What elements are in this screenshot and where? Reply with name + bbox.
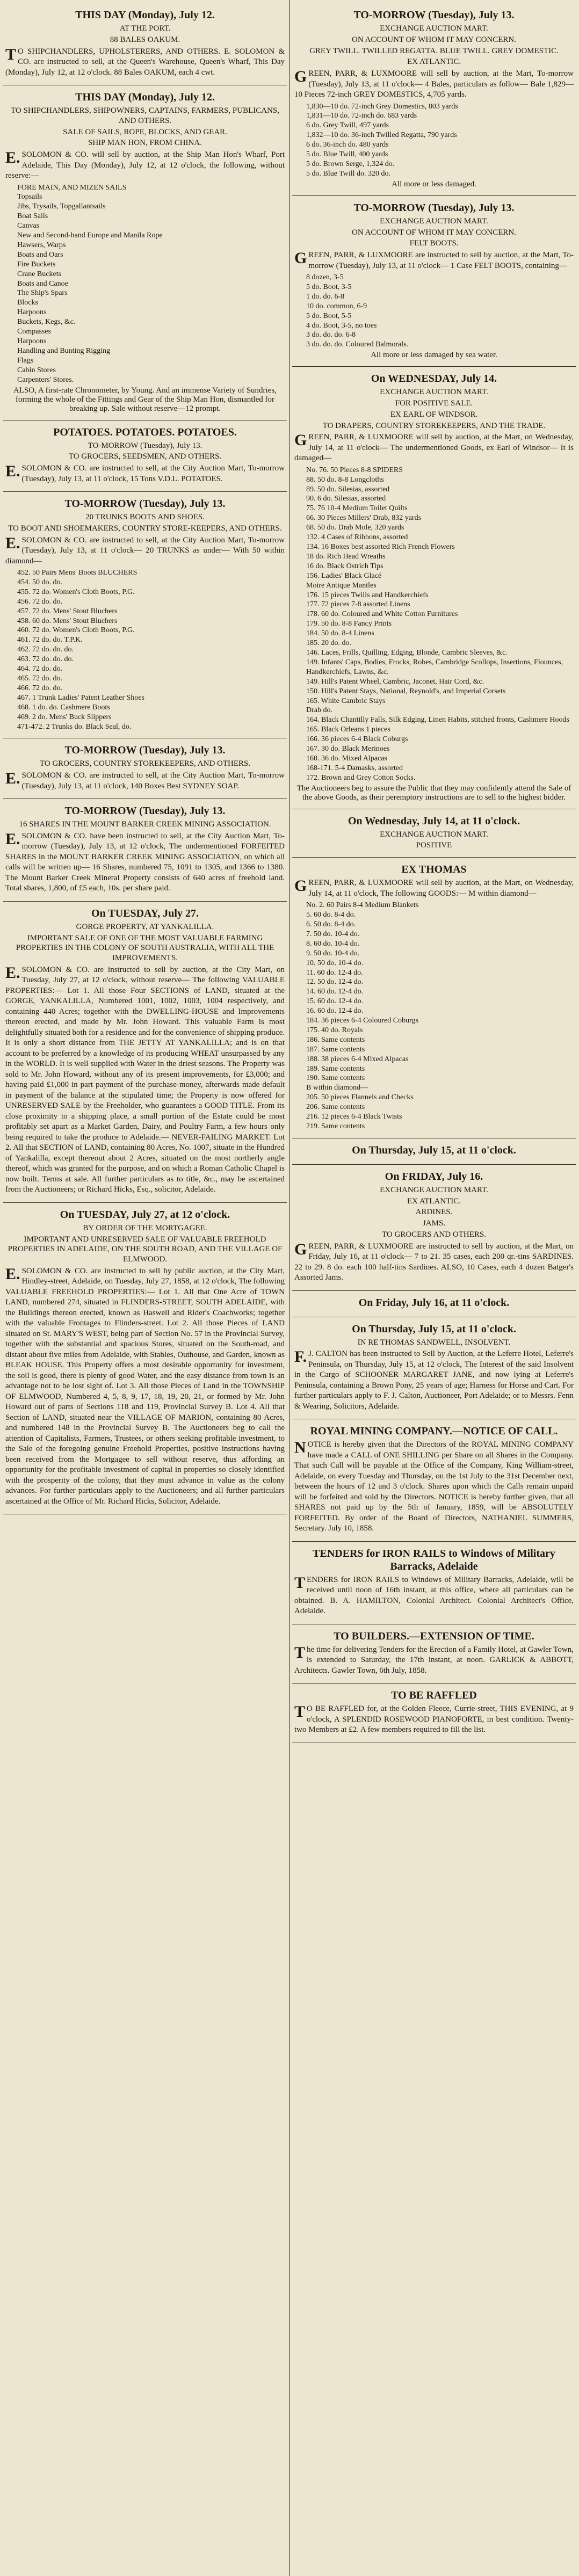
ad-item: 463. 72 do. do. do.: [17, 655, 74, 664]
left-column: [3, 3, 287, 2571]
ad-body-text: E.SOLOMON & CO. have been instructed to sell, at the City Auction Mart, To-morrow (Tuesday), July 13, at 12 o'clock, The undermentioned FORFEITED SHARES in the MOUNT BARKER CREEK MINING ASSOCIATION, on which all calls will be written up— 16 Shares, numbered 75, 1091 to 1305, and 1366 to 1380. The Mount Barker Creek Mineral Property consists of 640 acres of freehold land. Total shares, 1,800, of £5 each, 10s. per share paid.: [5, 830, 285, 893]
ad-item: 462. 72 do. do. do.: [17, 645, 74, 654]
ad-item: 176. 15 pieces Twills and Handkerchiefs: [306, 591, 429, 599]
ad-item-list: [306, 273, 574, 350]
ad-body-text: E.SOLOMON & CO. are instructed to sell, at the City Auction Mart, To-morrow (Tuesday), July 13, at 11 o'clock— 20 TRUNKS as under— With 50 within diamond—: [5, 534, 285, 565]
ad-item: Carpenters' Stores.: [17, 375, 74, 384]
ad-item: Hawsers, Warps: [17, 241, 66, 249]
ad-item: 10. 50 do. 10-4 do.: [306, 959, 364, 967]
ad-subheading: TO GROCERS, SEEDSMEN, AND OTHERS.: [68, 452, 222, 461]
ad-item: 75. 76 10-4 Medium Toilet Quilts: [306, 504, 408, 513]
advertisement: [292, 1419, 576, 1542]
ad-heading: On WEDNESDAY, July 14.: [371, 373, 497, 385]
ad-subheading: EXCHANGE AUCTION MART.: [380, 388, 488, 397]
ad-item: Compasses: [17, 328, 51, 336]
ad-item: 165. White Cambric Stays: [306, 696, 386, 705]
advertisement: [292, 1291, 576, 1317]
ad-item: 150. Hill's Patent Stays, National, Reynold's, and Imperial Corsets: [306, 687, 506, 695]
ad-item: 132. 4 Cases of Ribbons, assorted: [306, 533, 408, 542]
ad-body-text: The time for delivering Tenders for the Erection of a Family Hotel, at Gawler Town, is extended to Saturday, the 17th instant, at noon. GARLICK & ABBOTT, Architects. Gawler Town, 6th July, 1858.: [294, 1643, 574, 1675]
ad-subheading: IMPORTANT SALE OF ONE OF THE MOST VALUABLE FARMING PROPERTIES IN THE COLONY OF SOUTH AUSTRALIA, WITH ALL THE IMPROVEMENTS.: [16, 933, 274, 963]
ad-body-text: TO SHIPCHANDLERS, UPHOLSTERERS, AND OTHERS. E. SOLOMON & CO. are instructed to sell, at the Queen's Warehouse, Queen's Wharf, This Day (Monday), July 12, at 12 o'clock. 88 Bales OAKUM, each 4 cwt.: [5, 45, 285, 77]
advertisement: [3, 738, 287, 799]
ad-heading: On TUESDAY, July 27, at 12 o'clock.: [60, 1208, 230, 1221]
ad-heading: On Thursday, July 15, at 11 o'clock.: [352, 1323, 516, 1335]
ad-item: Boat Sails: [17, 212, 48, 221]
ad-body-text: E.SOLOMON & CO. are instructed to sell by auction, at the City Mart, on Tuesday, July 27, at 12 o'clock, without reserve— The following VALUABLE PROPERTIES:— Lot 1. All those Four SECTIONS of LAND, situated at the GORGE, YANKALILLA, Numbered 1001, 1002, 1003, 1004 respectively, and containing 440 Acres; together with the DWELLING-HOUSE and Improvements thereon erected, and made by Mr. John Howard. This valuable Farm is most delightfully situated both for a residence and for the convenience of shipping produce. It is only a short distance from THE JETTY AT YANKALILLA; and is on that account to be preferred by a knowledge of its producing WHEAT unsurpassed by any in the WORLD. It is well supplied with Water in the driest seasons. The Property was sold to Mr. John Howard, without any of its present improvements, for £3,000; and having paid £1,000 in part payment of the purchase-money, afterwards made default in payment of the balance at the stipulated time; the Property is now offered for UNRESERVED SALE by the Freeholder, who guarantees a GOOD TITLE. From its close proximity to a shipping place, a small portion of the Estate could be most profitably set apart as a Market Garden, Dairy, and Poultry Farm, a few hours only being required to take the produce to Adelaide.— NEVER-FAILING MARKET. Lot 2. All that SECTION of LAND, containing 80 Acres, No. 1007, situate in the Hundred of Yankalilla, except thereout about 2 Acres, situated on the most northerly angle thereof, which was granted for the purpose, and on which a Roman Catholic Chapel is now built. Terms at sale. All further particulars as to title, &c., may be ascertained from the Auctioneers; or Richard Hicks, Esq., solicitor, Adelaide.: [5, 963, 285, 1194]
ad-item: 9. 50 do. 10-4 do.: [306, 949, 360, 957]
ad-item: 172. Brown and Grey Cotton Socks.: [306, 773, 416, 782]
ad-footer-note: The Auctioneers beg to assure the Public that they may confidently attend the Sale of the above Goods, as their peremptory instructions are to sell to the highest bidder.: [296, 783, 571, 802]
ad-subheading: EXCHANGE AUCTION MART.: [380, 24, 488, 33]
ad-subheading: EX EARL OF WINDSOR.: [390, 410, 478, 419]
ad-heading: On Thursday, July 15, at 11 o'clock.: [352, 1144, 516, 1156]
ad-item: Cabin Stores: [17, 366, 56, 374]
ad-body-text: GREEN, PARR, & LUXMOORE are instructed to sell by auction, at the Mart, on Friday, July 16, at 11 o'clock— 7 to 21. 35 cases, each 200 qr.-tins SARDINES. 22 to 29. 8 do. each 100 half-tins Sardines. ALSO, 10 Cases, each 4 dozen Batger's Assorted Jams.: [294, 1240, 574, 1282]
ad-item: 146. Laces, Frills, Quilling, Edging, Blonde, Cambric Sleeves, &c.: [306, 648, 508, 657]
ad-heading: On FRIDAY, July 16.: [385, 1170, 483, 1182]
advertisement: [3, 3, 287, 85]
ad-item: Fire Buckets: [17, 260, 56, 269]
ad-item: 89. 50 do. Silesias, assorted: [306, 485, 390, 494]
ad-subheading: FOR POSITIVE SALE.: [395, 399, 473, 408]
ad-body-text: F.J. CALTON has been instructed to Sell by Auction, at the Leferre Hotel, Leferre's Peninsula, on Thursday, July 15, at 12 o'clock, The Interest of the said Insolvent in the Cargo of SCHOONER MARGARET JANE, and now lying at Leferre's Peninsula, containing a Brown Pony, 25 years of age; Harness for Horse and Cart. For further particulars apply to F. J. Calton, Auctioneer, Port Adelaide; or to Messrs. Fenn & Wearing, Solicitors, Adelaide.: [294, 1348, 574, 1411]
ad-item-list: [17, 568, 285, 731]
ad-body-text: TENDERS for IRON RAILS to Windows of Military Barracks, Adelaide, will be received until noon of 16th instant, at this office, where all particulars can be obtained. B. A. HAMILTON, Colonial Architect. Colonial Architect's Office, Adelaide.: [294, 1573, 574, 1616]
ad-item: 165. Black Orleans 1 pieces: [306, 725, 390, 734]
ad-item: 10 do. common, 6-9: [306, 302, 367, 310]
ad-heading: EX THOMAS: [401, 863, 467, 876]
advertisement: [3, 492, 287, 738]
ad-item: 7. 50 do. 10-4 do.: [306, 930, 360, 938]
ad-subheading: GORGE PROPERTY, AT YANKALILLA.: [76, 922, 214, 931]
ad-item-list: [306, 102, 574, 179]
ad-subheading: TO BOOT AND SHOEMAKERS, COUNTRY STORE-KEEPERS, AND OTHERS.: [8, 524, 282, 533]
ad-subheading: ON ACCOUNT OF WHOM IT MAY CONCERN.: [351, 35, 516, 44]
ad-subheading: 88 BALES OAKUM.: [110, 35, 180, 44]
ad-item: 187. Same contents: [306, 1045, 365, 1054]
ad-subheading: FELT BOOTS.: [409, 239, 459, 248]
ad-subheading: EXCHANGE AUCTION MART.: [380, 1185, 488, 1194]
column-rule: [289, 0, 290, 2576]
advertisement: [292, 1542, 576, 1624]
ad-item: 175. 40 do. Royals: [306, 1026, 363, 1034]
ad-item: 1,832—10 do. 36-inch Twilled Regatta, 790 yards: [306, 131, 457, 140]
ad-item: No. 76. 50 Pieces 8-8 SPIDERS: [306, 466, 403, 474]
advertisement: [292, 1138, 576, 1165]
ad-item: 452. 50 Pairs Mens' Boots BLUCHERS: [17, 569, 137, 577]
ad-subheading: POSITIVE: [416, 841, 452, 850]
ad-item: Boats and Oars: [17, 250, 63, 259]
ad-heading: TO BUILDERS.—EXTENSION OF TIME.: [334, 1630, 534, 1642]
ad-heading: THIS DAY (Monday), July 12.: [75, 91, 215, 103]
ad-heading: THIS DAY (Monday), July 12.: [75, 9, 215, 21]
ad-subheading: TO-MORROW (Tuesday), July 13.: [88, 441, 202, 450]
ad-item: 164. Black Chantilly Falls, Silk Edging, Linen Habits, stitched fronts, Cashmere Hoods: [306, 716, 569, 724]
ad-body-text: E.SOLOMON & CO. are instructed to sell by public auction, at the City Mart, Hindley-street, Adelaide, on Tuesday, July 27, 1858, at 12 o'clock, The following VALUABLE FREEHOLD PROPERTIES:— Lot 1. All that One Acre of TOWN LAND, numbered 274, situated in FLINDERS-STREET, SOUTH ADELAIDE, with the Buildings thereon erected, known as Haswell and Rider's Coachworks; together with the valuable Frontages to Flinders-street. Lot 2. All those Pieces of LAND situated on St. MARY'S WEST, being part of Section No. 57 in the Provincial Survey, together with the substantial and spacious Stores, situated on the South-road, and distant about five miles from Adelaide, with Stables, Outhouse, and Garden, known as BLEAK HOUSE. This Property offers a most desirable opportunity for investment, the soil is good, there is plenty of good Water, and the easy distance from town is an advantage not to be lost sight of. Lot 3. All those Pieces of Land in the TOWNSHIP OF ELMWOOD, Numbered 4, 5, 8, 9, 17, 18, 19, 20, 21, or formed by Mr. John Howard out of parts of Sections 118 and 119, Provincial Survey B. Lot 4. All that Section of LAND, situated near the VILLAGE OF MARION, containing 80 Acres, and numbered 148 in the Provincial Survey B. The Auctioneers beg to call the attention of Capitalists, Farmers, Trustees, or others seeking profitable investment, to the Sale of the foregoing genuine Freehold Properties, positive instructions having been received from the Mortgagee to sell without reserve, thus affording an opportunity for the profitable investment of capital in properties so closely identified with the prosperity of the colony, that they must advance in value as the colony advances. For further particulars apply to the Auctioneers; and all further particulars ascertained at the Office of Mr. Richard Hicks, Solicitor, Adelaide.: [5, 1265, 285, 1506]
ad-subheading: EX ATLANTIC.: [407, 57, 461, 67]
ad-item: 14. 60 do. 12-4 do.: [306, 988, 364, 996]
ad-heading: On Wednesday, July 14, at 11 o'clock.: [348, 815, 520, 827]
ad-item: 454. 50 do. do.: [17, 578, 62, 586]
advertisement: [292, 809, 576, 858]
ad-item: 18 do. Rich Head Wreaths: [306, 552, 386, 561]
ad-item: Flags: [17, 356, 34, 365]
ad-item: 5 do. Blue Twill do. 320 do.: [306, 169, 391, 178]
advertisement: [292, 367, 576, 809]
ad-item: 206. Same contents: [306, 1103, 365, 1112]
ad-item: 5 do. Brown Serge, 1,324 do.: [306, 159, 395, 168]
ad-item: Moire Antique Mantles: [306, 581, 377, 590]
advertisement: [292, 1684, 576, 1743]
ad-subheading: 20 TRUNKS BOOTS AND SHOES.: [85, 513, 205, 522]
ad-item: 16 do. Black Ostrich Tips: [306, 562, 383, 570]
ad-item: 1 do. do. 6-8: [306, 292, 345, 301]
ad-item: Handling and Bunting Rigging: [17, 346, 111, 355]
ad-subheading: EX ATLANTIC.: [407, 1196, 461, 1206]
ad-item: 205. 50 pieces Flannels and Checks: [306, 1093, 414, 1102]
ad-item: 4 do. Boot, 3-5, no toes: [306, 321, 377, 330]
ad-item: 88. 50 do. 8-8 Longcloths: [306, 475, 384, 484]
ad-item-list: [306, 466, 574, 783]
ad-heading: ROYAL MINING COMPANY.—NOTICE OF CALL.: [310, 1425, 558, 1438]
ad-item: B within diamond—: [306, 1084, 368, 1092]
ad-subheading: GREY TWILL. TWILLED REGATTA. BLUE TWILL. GREY DOMESTIC.: [309, 46, 559, 55]
advertisement: [3, 85, 287, 420]
advertisement: [292, 858, 576, 1138]
ad-item: 219. Same contents: [306, 1122, 365, 1130]
ad-item: New and Second-hand Europe and Manila Rope: [17, 231, 163, 240]
ad-item: Blocks: [17, 299, 38, 307]
ad-item: 5 do. Blue Twill, 400 yards: [306, 150, 388, 159]
ad-item: 466. 72 do. do.: [17, 684, 62, 692]
ad-subheading: TO GROCERS, COUNTRY STOREKEEPERS, AND OTHERS.: [39, 759, 251, 768]
ad-body-text: E.SOLOMON & CO. are instructed to sell, at the City Auction Mart, To-morrow (Tuesday), July 13, at 11 o'clock, 15 Tons V.D.L. POTATOES.: [5, 462, 285, 483]
ad-item: 216. 12 pieces 6-4 Black Twists: [306, 1113, 402, 1121]
ad-item-list: [306, 901, 574, 1131]
ad-item: 3 do. do. do. 6-8: [306, 331, 356, 339]
ad-item: Boats and Canoe: [17, 279, 68, 288]
ad-item: 90. 6 do. Silesias, assorted: [306, 495, 386, 503]
ad-item: 457. 72 do. Mens' Stout Bluchers: [17, 607, 118, 615]
ad-item: 1,830—10 do. 72-inch Grey Domestics, 803 yards: [306, 102, 458, 111]
ad-item: 167. 30 do. Black Merinoes: [306, 745, 390, 753]
ad-item: 1,831—10 do. 72-inch do. 683 yards: [306, 112, 417, 120]
ad-subheading: EXCHANGE AUCTION MART.: [380, 216, 488, 226]
ad-body-text: E.SOLOMON & CO. are instructed to sell, at the City Auction Mart, To-morrow (Tuesday), July 13, at 11 o'clock, 140 Boxes Best SYDNEY SOAP.: [5, 770, 285, 790]
ad-item: 134. 16 Boxes best assorted Rich French Flowers: [306, 543, 455, 551]
advertisement: [292, 196, 576, 367]
ad-item: 185. 20 do. do.: [306, 639, 351, 648]
ad-item: 455. 72 do. Women's Cloth Boots, P.G.: [17, 587, 135, 596]
advertisement: [3, 1203, 287, 1515]
ad-item: 5. 60 do. 8-4 do.: [306, 911, 356, 919]
ad-subheading: TO GROCERS AND OTHERS.: [382, 1230, 486, 1239]
ad-item: 188. 38 pieces 6-4 Mixed Alpacas: [306, 1055, 409, 1063]
ad-item: No. 2. 60 Pairs 8-4 Medium Blankets: [306, 901, 419, 910]
ad-item: Topsails: [17, 193, 42, 201]
ad-subheading: SHIP MAN HON, FROM CHINA.: [88, 139, 202, 148]
ad-subheading: ARDINES.: [415, 1208, 453, 1217]
ad-item: 460. 72 do. Women's Cloth Boots, P.G.: [17, 626, 135, 635]
ad-heading: TO-MORROW (Tuesday), July 13.: [353, 9, 515, 21]
advertisement: [3, 420, 287, 492]
ad-item: 149. Hill's Patent Wheel, Cambric, Jaconet, Hair Cord, &c.: [306, 677, 484, 686]
ad-item: 12. 50 do. 12-4 do.: [306, 978, 364, 986]
ad-item: 8 dozen, 3-5: [306, 273, 344, 281]
ad-body-text: GREEN, PARR, & LUXMOORE will sell by auction, at the Mart, on Wednesday, July 14, at 11 o'clock, The following GOODS:— M within diamond—: [294, 877, 574, 898]
ad-item: 469. 2 do. Mens' Buck Slippers: [17, 713, 112, 721]
ad-item: 168-171. 5-4 Damasks, assorted: [306, 764, 403, 772]
ad-item: Buckets, Kegs, &c.: [17, 318, 76, 326]
ad-subheading: TO SHIPCHANDLERS, SHIPOWNERS, CAPTAINS, FARMERS, PUBLICANS, AND OTHERS.: [11, 106, 279, 125]
ad-body-text: GREEN, PARR, & LUXMOORE will sell by auction, at the Mart, To-morrow (Tuesday), July 13, at 11 o'clock— 4 Bales, particulars as follow— Bale 1,829—10 Pieces 72-inch GREY DOMESTICS, 4,705 yards.: [294, 68, 574, 99]
ad-subheading: ON ACCOUNT OF WHOM IT MAY CONCERN.: [351, 228, 516, 237]
ad-body-text: NOTICE is hereby given that the Directors of the ROYAL MINING COMPANY have made a CALL of ONE SHILLING per Share on all Shares in the Company. That such Call will be payable at the Office of the Company, King William-street, Adelaide, on every Tuesday and Thursday, on the 1st July to the 31st December next, between the hours of 12 and 3 o'clock. Shares upon which the Calls remain unpaid will be forfeited and sold by the Directors. NOTICE is hereby further given, that all SHARES not paid up by the 5th of January, 1859, will be ABSOLUTELY FORFEITED. By order of the Board of Directors, NATHANIEL SUMMERS, Secretary. July 10, 1858.: [294, 1439, 574, 1533]
ad-item: 461. 72 do. do. T.P.K.: [17, 636, 83, 644]
ad-heading: TO-MORROW (Tuesday), July 13.: [64, 805, 226, 817]
ad-footer-note: ALSO, A first-rate Chronometer, by Young. And an immense Variety of Sundries, forming the whole of the Fittings and Gear of the Ship Man Hon, dismantled for breaking up. Sale without reserve—12 prompt.: [13, 386, 277, 413]
ad-heading: TO-MORROW (Tuesday), July 13.: [64, 498, 226, 510]
ad-item: 6 do. Grey Twill, 497 yards: [306, 121, 389, 130]
advertisement: [292, 1317, 576, 1420]
ad-item: 465. 72 do. do.: [17, 674, 62, 683]
ad-item: Harpoons: [17, 308, 47, 317]
advertisement: [3, 799, 287, 902]
ad-subheading: BY ORDER OF THE MORTGAGEE.: [83, 1223, 207, 1232]
ad-subheading: IN RE THOMAS SANDWELL, INSOLVENT.: [357, 1338, 511, 1347]
ad-item: Harpoons: [17, 337, 47, 345]
ad-item: 11. 60 do. 12-4 do.: [306, 968, 363, 977]
ad-item: 468. 1 do. do. Cashmere Boots: [17, 703, 110, 712]
ad-heading: TO-MORROW (Tuesday), July 13.: [64, 744, 226, 757]
ad-item: 6 do. 36-inch do. 480 yards: [306, 141, 389, 149]
ad-item: Crane Buckets: [17, 270, 62, 278]
advertisement: [292, 1624, 576, 1684]
ad-item: Canvas: [17, 222, 40, 230]
ad-item: 184. 36 pieces 6-4 Coloured Coburgs: [306, 1017, 418, 1025]
advertisement: [292, 1165, 576, 1291]
ad-item: FORE MAIN, AND MIZEN SAILS: [17, 183, 127, 192]
ad-subheading: JAMS.: [422, 1219, 446, 1228]
ad-item: 186. Same contents: [306, 1035, 365, 1044]
ad-item: 190. Same contents: [306, 1074, 365, 1083]
advertisement: [3, 902, 287, 1203]
ad-subheading: TO DRAPERS, COUNTRY STOREKEEPERS, AND THE TRADE.: [322, 421, 546, 430]
ad-item: 458. 60 do. Mens' Stout Bluchers: [17, 616, 118, 625]
ad-item: 8. 60 do. 10-4 do.: [306, 939, 360, 948]
ad-subheading: AT THE PORT.: [119, 24, 171, 33]
ad-item: 456. 72 do. do.: [17, 597, 62, 606]
ad-heading: On TUESDAY, July 27.: [91, 907, 199, 919]
ad-item: 6. 50 do. 8-4 do.: [306, 920, 356, 928]
ad-heading: TENDERS for IRON RAILS to Windows of Military Barracks, Adelaide: [313, 1547, 555, 1572]
ad-footer-note: All more or less damaged.: [392, 179, 476, 188]
ad-item: 184. 50 do. 8-4 Linens: [306, 629, 374, 638]
ad-item: 66. 30 Pieces Millers' Drab, 832 yards: [306, 514, 422, 523]
right-column: [292, 3, 576, 2571]
advertisement: [292, 3, 576, 196]
ad-item: 68. 50 do. Drab Mole, 320 yards: [306, 524, 404, 532]
ad-subheading: SALE OF SAILS, ROPE, BLOCKS, AND GEAR.: [63, 127, 227, 136]
ad-subheading: EXCHANGE AUCTION MART.: [380, 830, 488, 839]
ad-heading: POTATOES. POTATOES. POTATOES.: [53, 426, 237, 438]
ad-body-text: GREEN, PARR, & LUXMOORE will sell by auction, at the Mart, on Wednesday, July 14, at 11 o'clock— The undermentioned Goods, ex Earl of Windsor— It is damaged—: [294, 431, 574, 463]
ad-heading: TO-MORROW (Tuesday), July 13.: [353, 201, 515, 214]
ad-subheading: IMPORTANT AND UNRESERVED SALE OF VALUABLE FREEHOLD PROPERTIES IN ADELAIDE, ON THE SOUTH ROAD, AND THE VILLAGE OF ELMWOOD.: [8, 1235, 283, 1264]
ad-subheading: 16 SHARES IN THE MOUNT BARKER CREEK MINING ASSOCIATION.: [19, 820, 271, 829]
ad-item: 168. 36 do. Mixed Alpacas: [306, 754, 387, 763]
ad-item: 471-472. 2 Trunks do. Black Seal, do.: [17, 722, 132, 731]
ad-heading: TO BE RAFFLED: [391, 1689, 477, 1702]
ad-item: 177. 72 pieces 7-8 assorted Linens: [306, 600, 410, 609]
ad-body-text: GREEN, PARR, & LUXMOORE are instructed to sell by auction, at the Mart, To-morrow (Tuesday), July 13, at 11 o'clock— 1 Case FELT BOOTS, containing—: [294, 249, 574, 270]
ad-item-list: [17, 183, 285, 385]
ad-item: 156. Ladies' Black Glacé: [306, 571, 382, 580]
ad-item: Jibs, Trysails, Topgallantsails: [17, 202, 106, 211]
ad-body-text: E.SOLOMON & CO. will sell by auction, at the Ship Man Hon's Wharf, Port Adelaide, This Day (Monday), July 12, at 12 o'clock, the following, without reserve:—: [5, 149, 285, 180]
ad-item: 467. 1 Trunk Ladies' Patent Leather Shoes: [17, 693, 144, 702]
ad-heading: On Friday, July 16, at 11 o'clock.: [358, 1296, 510, 1309]
ad-item: 179. 50 do. 8-8 Fancy Prints: [306, 620, 392, 628]
ad-item: 15. 60 do. 12-4 do.: [306, 997, 364, 1006]
ad-body-text: TO BE RAFFLED for, at the Golden Fleece, Currie-street, THIS EVENING, at 9 o'clock, A SPLENDID ROSEWOOD PIANOFORTE, in best condition. Twenty-two Members at £2. A few members required to fill the list.: [294, 1703, 574, 1735]
ad-item: 5 do. Boot, 3-5: [306, 282, 352, 291]
ad-item: 166. 36 pieces 6-4 Black Coburgs: [306, 735, 408, 744]
ad-item: 16. 60 do. 12-4 do.: [306, 1007, 364, 1015]
ad-item: 3 do. do. do. Coloured Balmorals.: [306, 340, 409, 349]
ad-item: 464. 72 do. do.: [17, 665, 62, 673]
ad-item: Drab do.: [306, 706, 332, 715]
ad-item: 149. Infants' Caps, Bodies, Frocks, Robes, Cambridge Scollops, Insertions, Flounces, Handkerchiefs, Lawns, &c.: [306, 658, 563, 676]
ad-item: The Ship's Spars: [17, 289, 68, 297]
ad-item: 5 do. Boot, 5-5: [306, 311, 352, 320]
ad-item: 178. 60 do. Coloured and White Cotton Furnitures: [306, 610, 458, 619]
ad-item: 189. Same contents: [306, 1064, 365, 1073]
ad-footer-note: All more or less damaged by sea water.: [371, 351, 497, 360]
